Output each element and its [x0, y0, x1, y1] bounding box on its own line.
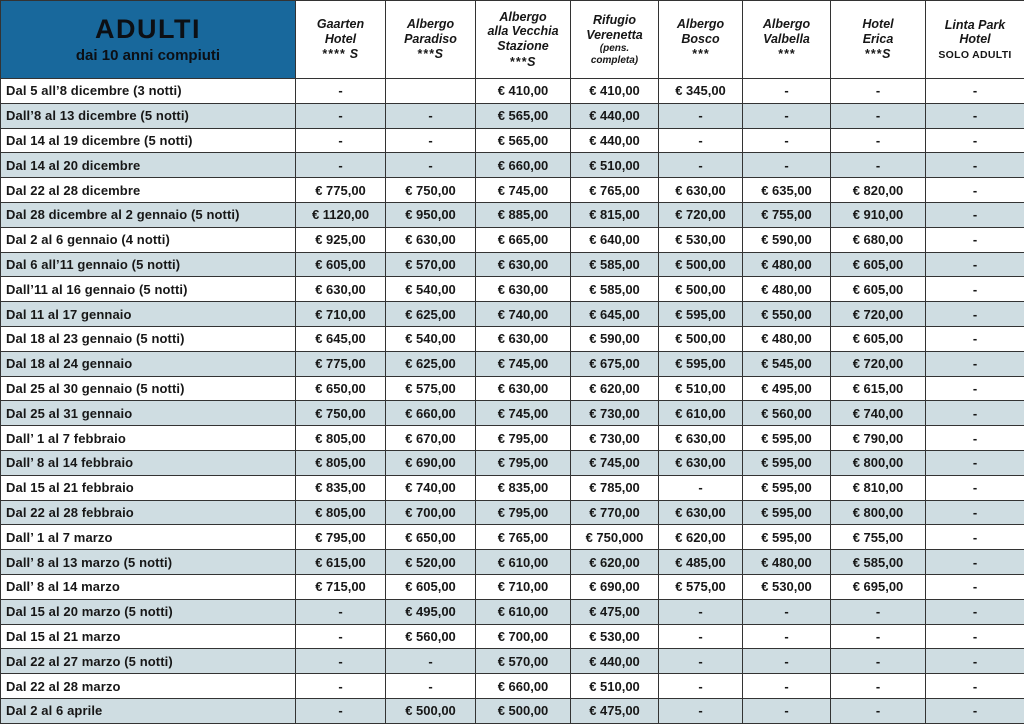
- price-cell: -: [743, 674, 831, 699]
- price-cell: € 345,00: [659, 79, 743, 104]
- price-cell: € 650,00: [386, 525, 476, 550]
- price-cell: € 835,00: [296, 475, 386, 500]
- hotel-name: Linta Park Hotel: [944, 17, 1006, 47]
- price-cell: -: [926, 351, 1024, 376]
- price-cell: € 750,000: [571, 525, 659, 550]
- price-cell: -: [831, 698, 926, 723]
- price-cell: € 805,00: [296, 500, 386, 525]
- hotel-name: Hotel Erica: [862, 16, 894, 46]
- price-cell: -: [743, 79, 831, 104]
- period-label: Dal 15 al 21 marzo: [1, 624, 296, 649]
- period-label: Dal 22 al 28 febbraio: [1, 500, 296, 525]
- price-cell: € 675,00: [571, 351, 659, 376]
- table-row: [1, 450, 1024, 475]
- price-cell: € 680,00: [831, 227, 926, 252]
- price-cell: -: [926, 525, 1024, 550]
- price-cell: € 615,00: [831, 376, 926, 401]
- price-cell: € 440,00: [571, 103, 659, 128]
- table-row: [1, 227, 1024, 252]
- price-cell: € 620,00: [571, 376, 659, 401]
- price-cell: € 750,00: [296, 401, 386, 426]
- table-row: [1, 252, 1024, 277]
- price-cell: -: [926, 649, 1024, 674]
- price-cell: € 500,00: [659, 277, 743, 302]
- price-cell: -: [659, 649, 743, 674]
- price-cell: -: [831, 153, 926, 178]
- price-cell: € 590,00: [571, 326, 659, 351]
- hotel-name: Albergo alla Vecchia Stazione: [487, 9, 559, 53]
- hotel-star-rating: ***S: [509, 54, 537, 69]
- price-cell: -: [743, 698, 831, 723]
- hotel-star-rating: **** S: [321, 47, 360, 62]
- price-cell: -: [926, 624, 1024, 649]
- price-cell: € 540,00: [386, 326, 476, 351]
- price-cell: € 740,00: [476, 302, 571, 327]
- price-cell: -: [743, 649, 831, 674]
- period-label: Dal 2 al 6 gennaio (4 notti): [1, 227, 296, 252]
- price-cell: € 660,00: [476, 674, 571, 699]
- period-label: Dal 2 al 6 aprile: [1, 698, 296, 723]
- price-cell: € 595,00: [743, 450, 831, 475]
- table-row: [1, 202, 1024, 227]
- hotel-header-2: [476, 1, 571, 79]
- price-cell: -: [296, 698, 386, 723]
- price-cell: € 625,00: [386, 351, 476, 376]
- period-label: Dal 25 al 30 gennaio (5 notti): [1, 376, 296, 401]
- price-cell: -: [831, 649, 926, 674]
- price-cell: € 610,00: [476, 599, 571, 624]
- price-cell: -: [296, 674, 386, 699]
- price-cell: € 595,00: [743, 475, 831, 500]
- price-cell: € 565,00: [476, 128, 571, 153]
- price-cell: € 615,00: [296, 550, 386, 575]
- price-cell: € 605,00: [296, 252, 386, 277]
- price-cell: € 635,00: [743, 178, 831, 203]
- hotel-header-0: [296, 1, 386, 79]
- price-cell: -: [386, 103, 476, 128]
- price-cell: -: [743, 103, 831, 128]
- price-cell: [386, 79, 476, 104]
- price-cell: -: [386, 128, 476, 153]
- price-cell: € 630,00: [476, 326, 571, 351]
- price-cell: -: [926, 674, 1024, 699]
- price-cell: € 480,00: [743, 326, 831, 351]
- table-row: [1, 326, 1024, 351]
- price-cell: € 630,00: [476, 252, 571, 277]
- price-cell: € 440,00: [571, 128, 659, 153]
- price-cell: € 620,00: [571, 550, 659, 575]
- price-cell: -: [926, 698, 1024, 723]
- price-cell: -: [926, 574, 1024, 599]
- price-cell: -: [659, 153, 743, 178]
- hotel-board-note: (pens. completa): [590, 43, 639, 66]
- price-cell: -: [831, 79, 926, 104]
- price-cell: € 630,00: [476, 277, 571, 302]
- hotel-name: Albergo Bosco: [676, 16, 725, 46]
- price-cell: € 530,00: [659, 227, 743, 252]
- price-cell: -: [659, 674, 743, 699]
- price-cell: € 595,00: [743, 525, 831, 550]
- price-cell: -: [926, 426, 1024, 451]
- price-cell: € 610,00: [659, 401, 743, 426]
- period-label: Dall’ 8 al 13 marzo (5 notti): [1, 550, 296, 575]
- hotel-adults-only-note: SOLO ADULTI: [938, 49, 1012, 62]
- price-cell: € 610,00: [476, 550, 571, 575]
- price-cell: € 585,00: [571, 252, 659, 277]
- price-cell: -: [296, 153, 386, 178]
- period-label: Dall’8 al 13 dicembre (5 notti): [1, 103, 296, 128]
- price-cell: € 910,00: [831, 202, 926, 227]
- price-cell: € 500,00: [476, 698, 571, 723]
- price-cell: € 710,00: [296, 302, 386, 327]
- hotel-header-6: [831, 1, 926, 79]
- price-cell: -: [743, 599, 831, 624]
- price-cell: € 495,00: [386, 599, 476, 624]
- price-cell: € 700,00: [386, 500, 476, 525]
- table-row: [1, 550, 1024, 575]
- price-cell: -: [926, 302, 1024, 327]
- price-cell: € 695,00: [831, 574, 926, 599]
- price-cell: € 925,00: [296, 227, 386, 252]
- price-cell: € 745,00: [476, 401, 571, 426]
- price-cell: -: [296, 624, 386, 649]
- price-cell: € 585,00: [571, 277, 659, 302]
- price-cell: -: [926, 202, 1024, 227]
- price-cell: € 670,00: [386, 426, 476, 451]
- table-row: [1, 351, 1024, 376]
- price-cell: € 775,00: [296, 351, 386, 376]
- price-cell: € 500,00: [659, 326, 743, 351]
- period-label: Dal 5 all’8 dicembre (3 notti): [1, 79, 296, 104]
- period-label: Dal 22 al 27 marzo (5 notti): [1, 649, 296, 674]
- hotel-star-rating: ***: [777, 47, 796, 62]
- price-cell: € 810,00: [831, 475, 926, 500]
- price-cell: € 750,00: [386, 178, 476, 203]
- table-row: [1, 698, 1024, 723]
- table-row: [1, 103, 1024, 128]
- price-cell: -: [831, 674, 926, 699]
- price-cell: € 665,00: [476, 227, 571, 252]
- price-cell: € 805,00: [296, 450, 386, 475]
- hotel-header-5: [743, 1, 831, 79]
- period-label: Dal 18 al 23 gennaio (5 notti): [1, 326, 296, 351]
- price-cell: € 595,00: [659, 351, 743, 376]
- price-cell: € 730,00: [571, 426, 659, 451]
- period-label: Dal 22 al 28 marzo: [1, 674, 296, 699]
- price-cell: € 775,00: [296, 178, 386, 203]
- price-cell: -: [659, 698, 743, 723]
- price-cell: € 530,00: [743, 574, 831, 599]
- price-cell: € 625,00: [386, 302, 476, 327]
- price-cell: € 605,00: [831, 326, 926, 351]
- price-cell: € 660,00: [386, 401, 476, 426]
- page-title: ADULTI: [95, 13, 201, 44]
- price-cell: € 690,00: [571, 574, 659, 599]
- hotel-header-4: [659, 1, 743, 79]
- price-cell: -: [926, 475, 1024, 500]
- price-cell: € 700,00: [476, 624, 571, 649]
- price-cell: € 560,00: [386, 624, 476, 649]
- price-cell: € 660,00: [476, 153, 571, 178]
- price-cell: € 565,00: [476, 103, 571, 128]
- price-cell: € 835,00: [476, 475, 571, 500]
- period-label: Dall’ 1 al 7 marzo: [1, 525, 296, 550]
- price-cell: -: [926, 277, 1024, 302]
- price-cell: -: [386, 153, 476, 178]
- price-cell: € 540,00: [386, 277, 476, 302]
- price-cell: € 795,00: [476, 450, 571, 475]
- price-cell: -: [386, 649, 476, 674]
- price-cell: -: [926, 401, 1024, 426]
- price-cell: € 440,00: [571, 649, 659, 674]
- price-cell: € 480,00: [743, 252, 831, 277]
- period-label: Dal 25 al 31 gennaio: [1, 401, 296, 426]
- price-cell: € 630,00: [659, 450, 743, 475]
- price-cell: € 820,00: [831, 178, 926, 203]
- period-label: Dal 15 al 20 marzo (5 notti): [1, 599, 296, 624]
- price-cell: -: [831, 103, 926, 128]
- price-cell: -: [926, 79, 1024, 104]
- period-label: Dall’ 1 al 7 febbraio: [1, 426, 296, 451]
- price-cell: € 1120,00: [296, 202, 386, 227]
- price-cell: € 575,00: [386, 376, 476, 401]
- price-cell: -: [659, 599, 743, 624]
- price-cell: -: [386, 674, 476, 699]
- price-cell: -: [926, 227, 1024, 252]
- price-cell: € 785,00: [571, 475, 659, 500]
- price-cell: € 500,00: [386, 698, 476, 723]
- price-cell: € 520,00: [386, 550, 476, 575]
- price-cell: € 740,00: [386, 475, 476, 500]
- price-cell: € 800,00: [831, 450, 926, 475]
- price-cell: € 560,00: [743, 401, 831, 426]
- price-cell: € 690,00: [386, 450, 476, 475]
- hotel-star-rating: ***: [691, 47, 710, 62]
- price-cell: € 510,00: [659, 376, 743, 401]
- period-label: Dal 28 dicembre al 2 gennaio (5 notti): [1, 202, 296, 227]
- period-label: Dall’11 al 16 gennaio (5 notti): [1, 277, 296, 302]
- header-row: [1, 1, 1024, 79]
- price-cell: € 795,00: [476, 426, 571, 451]
- period-label: Dal 14 al 19 dicembre (5 notti): [1, 128, 296, 153]
- table-row: [1, 500, 1024, 525]
- price-cell: -: [296, 128, 386, 153]
- price-cell: € 805,00: [296, 426, 386, 451]
- price-cell: € 645,00: [571, 302, 659, 327]
- price-cell: -: [926, 153, 1024, 178]
- hotel-star-rating: ***S: [417, 47, 444, 62]
- price-cell: € 720,00: [831, 302, 926, 327]
- period-label: Dal 11 al 17 gennaio: [1, 302, 296, 327]
- price-cell: € 410,00: [571, 79, 659, 104]
- price-cell: -: [296, 649, 386, 674]
- table-row: [1, 649, 1024, 674]
- price-cell: -: [926, 128, 1024, 153]
- price-cell: -: [659, 103, 743, 128]
- price-cell: € 475,00: [571, 698, 659, 723]
- hotel-name: Rifugio Verenetta: [586, 12, 643, 42]
- price-cell: € 590,00: [743, 227, 831, 252]
- hotel-name: Albergo Paradiso: [404, 16, 457, 46]
- table-row: [1, 128, 1024, 153]
- period-label: Dal 18 al 24 gennaio: [1, 351, 296, 376]
- price-cell: € 755,00: [831, 525, 926, 550]
- price-cell: € 605,00: [831, 252, 926, 277]
- price-cell: € 475,00: [571, 599, 659, 624]
- price-cell: € 630,00: [659, 500, 743, 525]
- price-cell: € 410,00: [476, 79, 571, 104]
- price-cell: € 620,00: [659, 525, 743, 550]
- price-cell: € 640,00: [571, 227, 659, 252]
- table-row: [1, 401, 1024, 426]
- table-row: [1, 153, 1024, 178]
- price-cell: € 815,00: [571, 202, 659, 227]
- table-row: [1, 178, 1024, 203]
- price-cell: -: [831, 599, 926, 624]
- price-cell: € 740,00: [831, 401, 926, 426]
- price-cell: € 770,00: [571, 500, 659, 525]
- period-label: Dal 6 all’11 gennaio (5 notti): [1, 252, 296, 277]
- corner-header-cell: [1, 1, 296, 79]
- price-cell: € 545,00: [743, 351, 831, 376]
- hotel-header-1: [386, 1, 476, 79]
- price-cell: € 795,00: [296, 525, 386, 550]
- price-cell: € 630,00: [296, 277, 386, 302]
- table-row: [1, 599, 1024, 624]
- hotel-name: Albergo Valbella: [762, 16, 811, 46]
- price-cell: € 710,00: [476, 574, 571, 599]
- price-cell: € 495,00: [743, 376, 831, 401]
- hotel-star-rating: ***S: [864, 47, 892, 62]
- period-label: Dall’ 8 al 14 marzo: [1, 574, 296, 599]
- price-cell: € 630,00: [476, 376, 571, 401]
- period-label: Dal 15 al 21 febbraio: [1, 475, 296, 500]
- price-cell: -: [926, 252, 1024, 277]
- price-cell: € 630,00: [386, 227, 476, 252]
- price-cell: € 570,00: [386, 252, 476, 277]
- price-cell: -: [659, 475, 743, 500]
- price-cell: € 720,00: [831, 351, 926, 376]
- price-cell: € 745,00: [476, 178, 571, 203]
- price-cell: € 630,00: [659, 426, 743, 451]
- price-cell: € 510,00: [571, 674, 659, 699]
- table-row: [1, 475, 1024, 500]
- price-cell: € 745,00: [476, 351, 571, 376]
- price-cell: -: [743, 153, 831, 178]
- table-row: [1, 674, 1024, 699]
- price-cell: € 595,00: [659, 302, 743, 327]
- price-cell: -: [831, 624, 926, 649]
- price-cell: € 485,00: [659, 550, 743, 575]
- price-cell: € 480,00: [743, 277, 831, 302]
- hotel-header-7: [926, 1, 1024, 79]
- table-row: [1, 302, 1024, 327]
- price-cell: € 885,00: [476, 202, 571, 227]
- price-cell: -: [296, 103, 386, 128]
- price-cell: € 630,00: [659, 178, 743, 203]
- period-label: Dal 14 al 20 dicembre: [1, 153, 296, 178]
- table-row: [1, 277, 1024, 302]
- table-row: [1, 574, 1024, 599]
- period-label: Dall’ 8 al 14 febbraio: [1, 450, 296, 475]
- price-cell: € 510,00: [571, 153, 659, 178]
- hotel-header-3: [571, 1, 659, 79]
- page-subtitle: dai 10 anni compiuti: [75, 47, 221, 65]
- table-row: [1, 525, 1024, 550]
- price-cell: € 605,00: [386, 574, 476, 599]
- price-cell: € 765,00: [476, 525, 571, 550]
- price-cell: -: [831, 128, 926, 153]
- price-cell: € 650,00: [296, 376, 386, 401]
- price-cell: € 765,00: [571, 178, 659, 203]
- price-cell: -: [659, 128, 743, 153]
- price-cell: € 480,00: [743, 550, 831, 575]
- price-cell: € 715,00: [296, 574, 386, 599]
- price-cell: € 595,00: [743, 426, 831, 451]
- price-cell: -: [659, 624, 743, 649]
- table-row: [1, 376, 1024, 401]
- price-cell: € 500,00: [659, 252, 743, 277]
- price-cell: -: [926, 500, 1024, 525]
- table-row: [1, 426, 1024, 451]
- price-cell: -: [926, 376, 1024, 401]
- price-cell: -: [926, 450, 1024, 475]
- price-cell: € 730,00: [571, 401, 659, 426]
- price-cell: € 585,00: [831, 550, 926, 575]
- price-cell: € 645,00: [296, 326, 386, 351]
- price-cell: € 570,00: [476, 649, 571, 674]
- period-label: Dal 22 al 28 dicembre: [1, 178, 296, 203]
- price-cell: € 795,00: [476, 500, 571, 525]
- price-cell: -: [743, 624, 831, 649]
- price-cell: € 950,00: [386, 202, 476, 227]
- hotel-name: Gaarten Hotel: [316, 16, 365, 46]
- price-cell: -: [926, 326, 1024, 351]
- price-cell: -: [296, 599, 386, 624]
- price-cell: € 575,00: [659, 574, 743, 599]
- price-cell: -: [926, 103, 1024, 128]
- price-cell: € 550,00: [743, 302, 831, 327]
- price-cell: € 595,00: [743, 500, 831, 525]
- price-cell: € 720,00: [659, 202, 743, 227]
- price-cell: -: [926, 550, 1024, 575]
- price-cell: € 605,00: [831, 277, 926, 302]
- price-cell: -: [926, 599, 1024, 624]
- price-cell: € 745,00: [571, 450, 659, 475]
- price-cell: € 800,00: [831, 500, 926, 525]
- table-row: [1, 79, 1024, 104]
- price-cell: -: [296, 79, 386, 104]
- price-cell: € 755,00: [743, 202, 831, 227]
- price-cell: -: [743, 128, 831, 153]
- table-row: [1, 624, 1024, 649]
- price-cell: -: [926, 178, 1024, 203]
- price-cell: € 790,00: [831, 426, 926, 451]
- price-cell: € 530,00: [571, 624, 659, 649]
